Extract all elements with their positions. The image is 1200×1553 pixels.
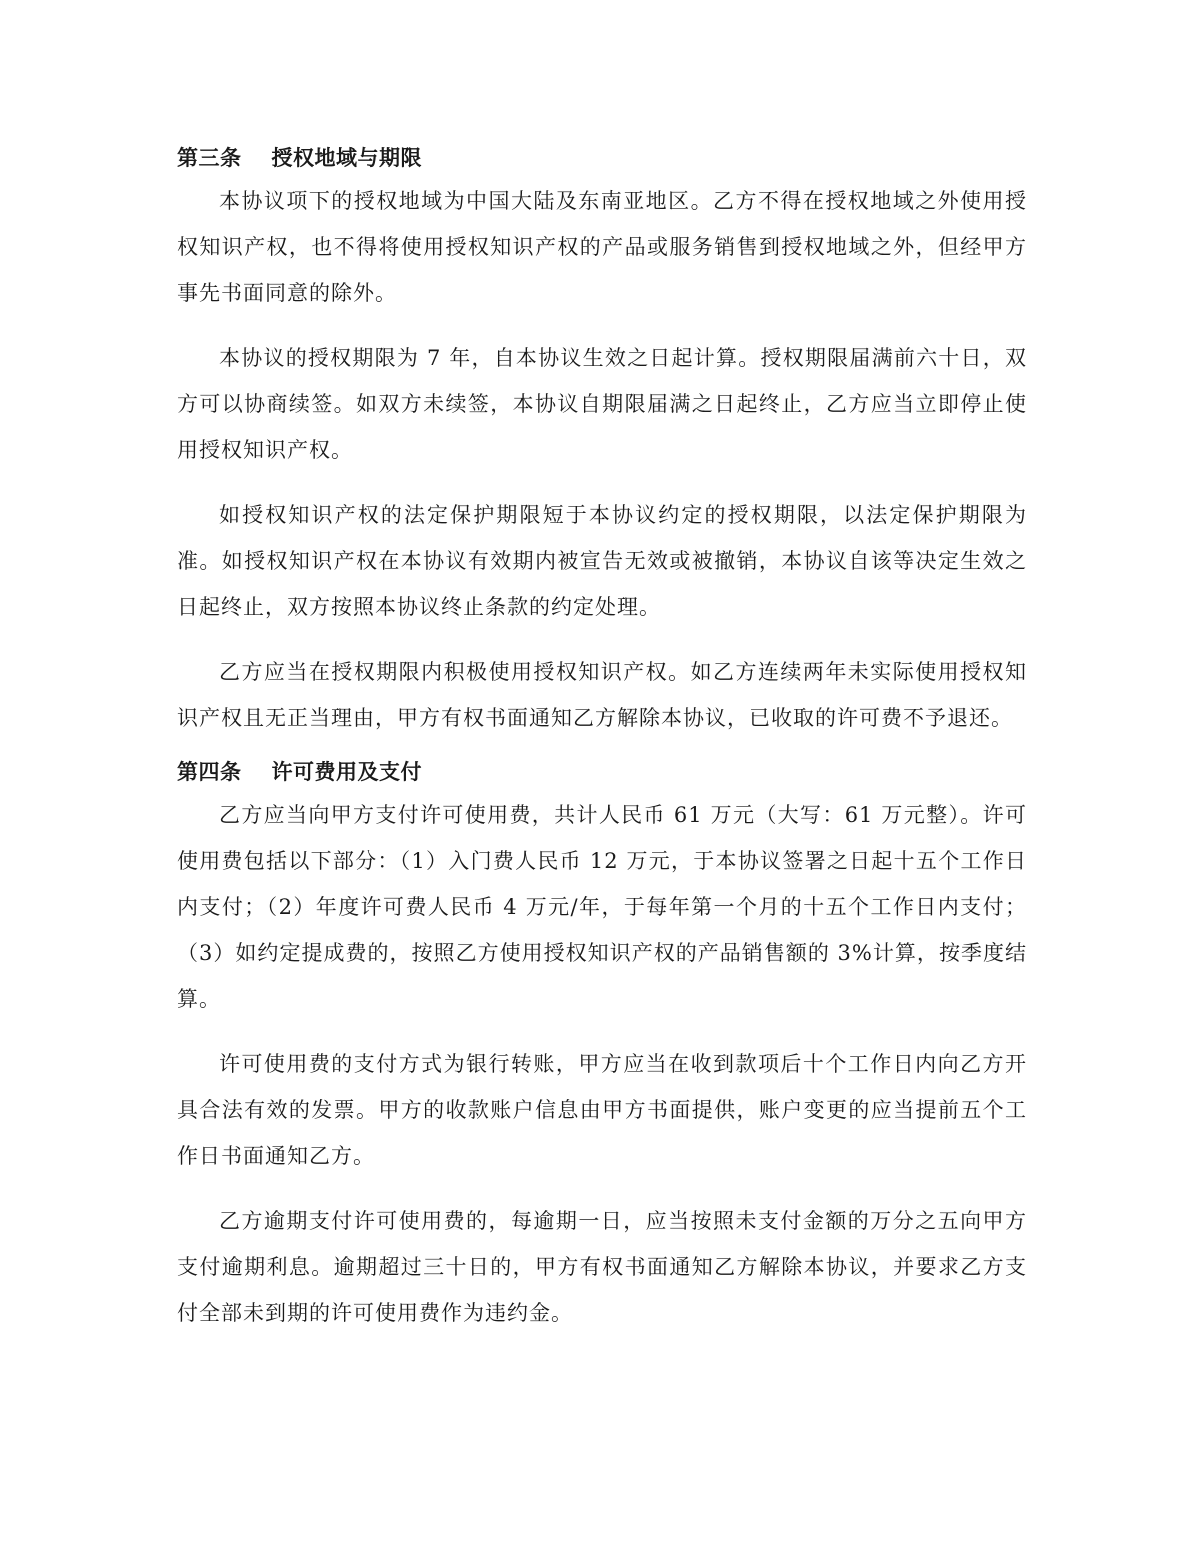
section-article-3	[177, 138, 1027, 741]
paragraph: 许可使用费的支付方式为银行转账，甲方应当在收到款项后十个工作日内向乙方开具合法有效的发票。甲方的收款账户信息由甲方书面提供，账户变更的应当提前五个工作日书面通知乙方。	[177, 1052, 1027, 1168]
section-heading	[177, 138, 1027, 178]
paragraph: 乙方逾期支付许可使用费的，每逾期一日，应当按照未支付金额的万分之五向甲方支付逾期利息。逾期超过三十日的，甲方有权书面通知乙方解除本协议，并要求乙方支付全部未到期的许可使用费作为违约金。	[177, 1209, 1027, 1325]
document-page	[177, 138, 1027, 1355]
paragraph: 本协议的授权期限为 7 年，自本协议生效之日起计算。授权期限届满前六十日，双方可以协商续签。如双方未续签，本协议自期限届满之日起终止，乙方应当立即停止使用授权知识产权。	[177, 346, 1027, 462]
paragraph: 本协议项下的授权地域为中国大陆及东南亚地区。乙方不得在授权地域之外使用授权知识产权，也不得将使用授权知识产权的产品或服务销售到授权地域之外，但经甲方事先书面同意的除外。	[177, 189, 1027, 305]
paragraph: 如授权知识产权的法定保护期限短于本协议约定的授权期限，以法定保护期限为准。如授权知识产权在本协议有效期内被宣告无效或被撤销，本协议自该等决定生效之日起终止，双方按照本协议终止条款的约定处理。	[177, 503, 1027, 619]
section-number: 第三条	[177, 146, 242, 170]
paragraph: 乙方应当在授权期限内积极使用授权知识产权。如乙方连续两年未实际使用授权知识产权且无正当理由，甲方有权书面通知乙方解除本协议，已收取的许可费不予退还。	[177, 660, 1027, 730]
section-number: 第四条	[177, 760, 242, 784]
paragraph: 乙方应当向甲方支付许可使用费，共计人民币 61 万元（大写：61 万元整）。许可使用费包括以下部分：（1）入门费人民币 12 万元，于本协议签署之日起十五个工作日内支付；（2）年度许可费人民币 4 万元/年，于每年第一个月的十五个工作日内支付；（3）如约定提成费的，按照乙方使用授权知识产权的产品销售额的 3%计算，按季度结算。	[177, 803, 1027, 1011]
section-article-4	[177, 752, 1027, 1336]
section-title: 授权地域与期限	[271, 146, 422, 170]
section-heading	[177, 752, 1027, 792]
section-title: 许可费用及支付	[271, 760, 422, 784]
